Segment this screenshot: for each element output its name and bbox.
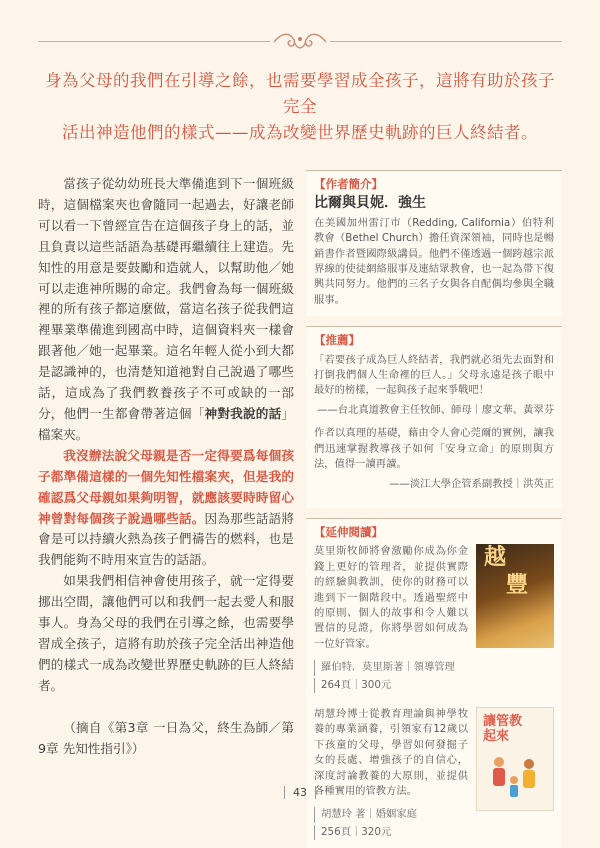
paragraph-3: 如果我們相信神會使用孩子，就一定得要挪出空間，讓他們可以和我們一起去愛人和服事人。身為父母的我們在引導之餘，也需要學習成全孩子，這將有助於孩子完全活出神造他們的樣式一成為改變世界歷史軌跡的巨人終結者。	[38, 573, 294, 693]
recommend-quote-1: 「若要孩子成為巨人終結者，我們就必須先去面對和打倒我們個人生命裡的巨人。」父母永遠是孩子眼中最好的榜樣，一起與孩子起來爭戰吧！	[314, 353, 554, 397]
book-2-info	[314, 707, 468, 840]
book-1-author: 羅伯特．莫里斯著｜領導管理	[314, 660, 468, 675]
sidebar	[306, 170, 562, 848]
book-2	[314, 707, 554, 840]
lead-quote	[40, 68, 560, 146]
ornament-flourish-icon	[270, 30, 330, 54]
excerpt-source: （摘自《第3章 一日為父，終生為師／第9章 先知性指引》）	[38, 719, 294, 756]
lead-line-2: 活出神造他們的樣式——成為改變世界歷史軌跡的巨人終結者。	[62, 123, 538, 142]
book-1-price: 264頁｜300元	[314, 678, 468, 693]
book-1-info	[314, 544, 468, 693]
top-divider-left	[38, 41, 270, 42]
recommend-signature-1: ——台北真道教會主任牧師、師母｜廖文華、黃翠芬	[317, 403, 554, 416]
book-1-meta	[314, 660, 468, 693]
page-number-text: 43	[284, 786, 316, 799]
paragraph-1-text: 當孩子從幼幼班長大準備進到下一個班級時，這個檔案夾也會隨同一起過去，好讓老師可以看一下曾經宣告在這個孩子身上的話，並且負責以這些話語為基礎再繼續往上建造。先知性的用意是要鼓勵和造就人，以幫助他／她可以走進神所賜的命定。我們會為每一個班級裡的所有孩子都這麼做，當這名孩子從我們這裡畢業準備進到國高中時，這個資料夾一樣會跟著他／她一起畢業。這名年輕人從小到大都是認識神的，也清楚知道祂對自己說過了哪些話，這成為了我們教養孩子不可或缺的一部分，他們一生都會帶著這個「	[38, 176, 294, 421]
recommend-signature-2: ——淡江大學企管系副教授｜洪英正	[389, 477, 554, 490]
lead-line-1: 身為父母的我們在引導之餘，也需要學習成全孩子，這將有助於孩子完全	[45, 71, 555, 116]
book-2-meta	[314, 807, 468, 840]
author-box	[306, 170, 562, 316]
main-article	[38, 174, 294, 759]
recommend-quote-2: 作者以真理的基礎，藉由令人會心莞爾的實例，讓我們迅速掌握教導孩子如何「安身立命」的原則與方法，值得一讀再讀。	[314, 427, 554, 471]
extended-reading-heading: 【延伸閱讀】	[314, 524, 383, 539]
book-1-cover-char-2: 豐	[506, 573, 529, 599]
top-divider-right	[330, 41, 562, 42]
book-1	[314, 544, 554, 693]
paragraph-1	[38, 174, 294, 446]
paragraph-2-emphasis: 我沒辦法說父母親是否一定得要爲每個孩子都準備這樣的一個先知性檔案夾，但是我的確認爲父母親如果夠明智，就應該要時時留心神曾對每個孩子說過哪些話。	[38, 447, 294, 526]
author-box-heading: 【作者簡介】	[314, 177, 383, 191]
book-2-description: 胡慧玲博士從教育理論與神學牧養的專業涵養，引領家有12歲以下孩童的父母，學習如何發掘子女的長處、增強孩子的自信心，深度討論教養的大原則，並提供各種實用的管教方法。	[314, 707, 468, 797]
paragraph-1-end: 」檔案夾。	[38, 405, 295, 442]
recommend-heading: 【推薦】	[314, 333, 360, 348]
book-1-cover	[476, 544, 554, 648]
page-number	[0, 786, 600, 799]
paragraph-2	[38, 446, 294, 571]
paragraph-2-text: 因為那些話語將會是可以持續火熱為孩子們禱告的燃料，也是我們能夠不時用來宣告的話語。	[38, 510, 295, 568]
book-2-price: 256頁｜320元	[314, 825, 468, 840]
recommend-box	[306, 326, 562, 508]
book-1-description: 莫里斯牧師將會激勵你成為你金錢上更好的管理者，並提供實際的經驗與教訓，使你的財務可以進到下一個階段中。透過聖經中的原則、個人的故事和令人難以置信的見證，你將學習如何成為一位好管家。	[314, 545, 468, 650]
author-name: 比爾與貝妮．強生	[314, 195, 426, 212]
keyword-folder: 神對我說的話	[204, 405, 282, 421]
book-1-cover-char-1: 越	[484, 545, 507, 571]
book-2-cover-title: 讓管教 起來	[483, 713, 523, 744]
book-2-author: 胡慧玲 著｜婚姻家庭	[314, 807, 468, 822]
author-description: 在美國加州雷汀市（Redding, California）伯特利教會（Bethel Church）擔任資深領袖，同時也是暢銷書作者暨國際級講員。他們不僅透過一個跨越宗派界線的使徒網絡服事及連結眾教會，也一起為帶下復興共同努力。他們的三名子女與各自配偶均參與全職服事。	[314, 216, 554, 306]
